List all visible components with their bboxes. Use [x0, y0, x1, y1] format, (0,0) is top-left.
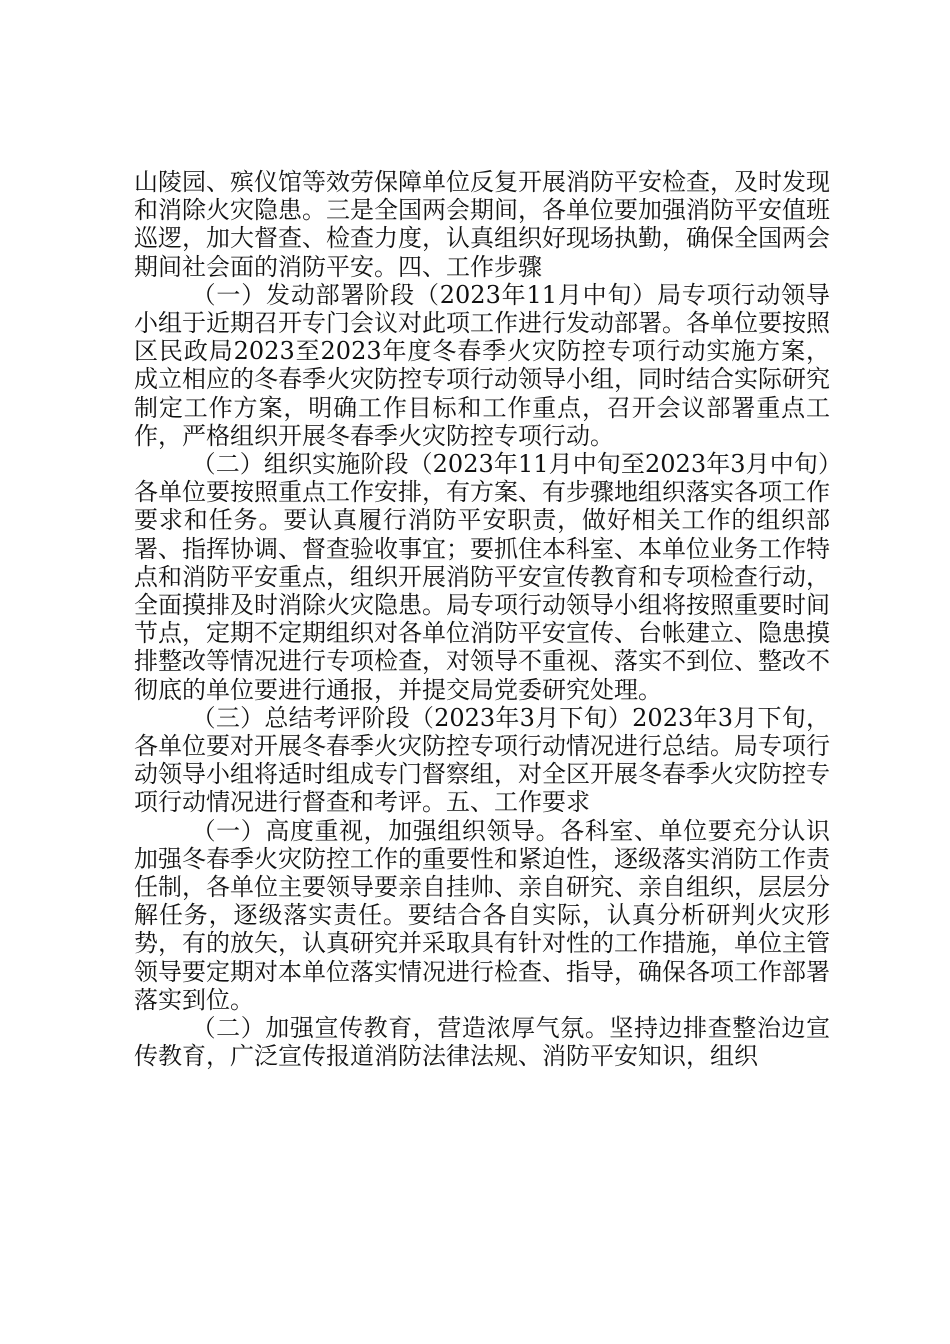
paragraph-1: 山陵园、殡仪馆等效劳保障单位反复开展消防平安检查，及时发现和消除火灾隐患。三是全国两会期间，各单位要加强消防平安值班巡逻，加大督查、检查力度，认真组织好现场执勤，确保全国两会期间社会面的消防平安。四、工作步骤	[134, 168, 830, 281]
paragraph-6: （二）加强宣传教育，营造浓厚气氛。坚持边排查整治边宣传教育，广泛宣传报道消防法律法规、消防平安知识，组织	[134, 1014, 830, 1071]
paragraph-2: （一）发动部署阶段（2023年11月中旬）局专项行动领导小组于近期召开专门会议对此项工作进行发动部署。各单位要按照区民政局2023至2023年度冬春季火灾防控专项行动实施方案，成立相应的冬春季火灾防控专项行动领导小组，同时结合实际研究制定工作方案，明确工作目标和工作重点，召开会议部署重点工作，严格组织开展冬春季火灾防控专项行动。	[134, 280, 830, 450]
paragraph-4: （三）总结考评阶段（2023年3月下旬）2023年3月下旬，各单位要对开展冬春季火灾防控专项行动情况进行总结。局专项行动领导小组将适时组成专门督察组，对全区开展冬春季火灾防控专项行动情况进行督查和考评。五、工作要求	[134, 703, 830, 817]
paragraph-5: （一）高度重视，加强组织领导。各科室、单位要充分认识加强冬春季火灾防控工作的重要性和紧迫性，逐级落实消防工作责任制，各单位主要领导要亲自挂帅、亲自研究、亲自组织，层层分解任务，逐级落实责任。要结合各自实际，认真分析研判火灾形势，有的放矢，认真研究并采取具有针对性的工作措施，单位主管领导要定期对本单位落实情况进行检查、指导，确保各项工作部署落实到位。	[134, 816, 830, 1014]
paragraph-3: （二）组织实施阶段（2023年11月中旬至2023年3月中旬）各单位要按照重点工作安排，有方案、有步骤地组织落实各项工作要求和任务。要认真履行消防平安职责，做好相关工作的组织部署、指挥协调、督查验收事宜；要抓住本科室、本单位业务工作特点和消防平安重点，组织开展消防平安宣传教育和专项检查行动，全面摸排及时消除火灾隐患。局专项行动领导小组将按照重要时间节点，定期不定期组织对各单位消防平安宣传、台帐建立、隐患摸排整改等情况进行专项检查，对领导不重视、落实不到位、整改不彻底的单位要进行通报，并提交局党委研究处理。	[134, 450, 830, 704]
document-body	[134, 168, 830, 1071]
